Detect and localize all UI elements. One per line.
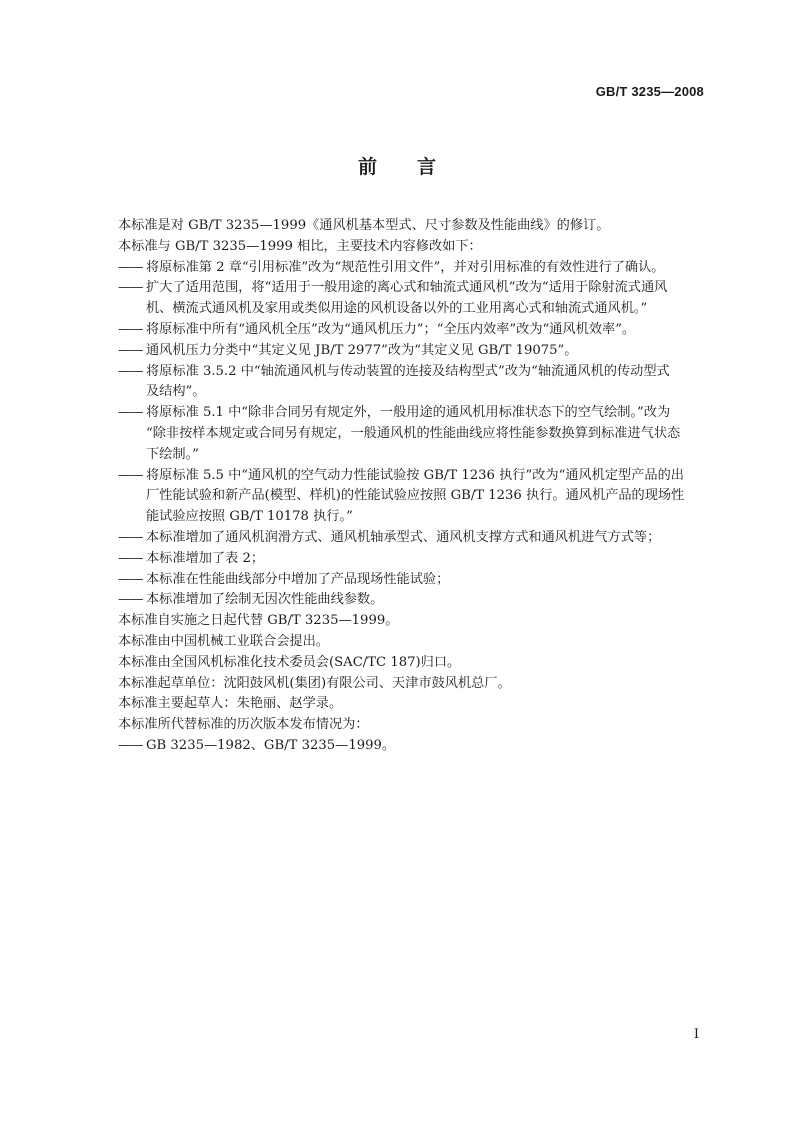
dash-marker: —— [118,280,143,296]
change-item [118,258,708,279]
change-item-line: 将原标准 5.5 中“通风机的空气动力性能试验按 GB/T 1236 执行”改为“通风机定型产品的出 [146,467,684,483]
change-item [118,362,708,404]
closing-paragraph: 本标准主要起草人：朱艳丽、赵学录。 [118,696,343,712]
closing-paragraph: 本标准自实施之日起代替 GB/T 3235—1999。 [118,613,399,629]
change-item [118,278,708,320]
change-item-line: 将原标准中所有“通风机全压”改为“通风机压力”；“全压内效率”改为“通风机效率”。 [146,321,636,337]
change-item [118,403,708,465]
dash-marker: —— [118,529,143,545]
page-title: 前言 [357,156,476,178]
change-item [118,570,708,591]
dash-marker: —— [118,321,143,337]
dash-marker: —— [118,467,143,483]
page-number: I [693,1027,699,1042]
change-item [118,549,708,570]
change-item [118,341,708,362]
history-text: GB 3235—1982、GB/T 3235—1999。 [146,737,396,753]
dash-marker: —— [118,592,143,608]
closing-paragraph: 本标准起草单位：沈阳鼓风机(集团)有限公司、天津市鼓风机总厂。 [118,675,511,691]
change-item-line: 本标准在性能曲线部分中增加了产品现场性能试验； [146,571,450,587]
change-item [118,320,708,341]
intro-paragraph: 本标准是对 GB/T 3235—1999《通风机基本型式、尺寸参数及性能曲线》的修订。 [118,218,610,233]
dash-marker: —— [118,342,143,358]
change-item [118,528,708,549]
document-body [118,216,708,757]
dash-marker: —— [118,259,143,275]
closing-list [118,611,708,736]
change-item-line: 将原标准 3.5.2 中“轴流通风机与传动装置的连接及结构型式”改为“轴流通风机的传动型式 [146,363,670,379]
change-item-line: 能试验应按照 GB/T 10178 执行。” [146,509,353,525]
change-item-line: 本标准增加了绘制无因次性能曲线参数。 [146,592,384,608]
change-item-line: 将原标准第 2 章“引用标准”改为“规范性引用文件”，并对引用标准的有效性进行了确认。 [146,259,665,275]
change-item-line: 厂性能试验和新产品(模型、样机)的性能试验应按照 GB/T 1236 执行。通风机产品的现场性 [146,488,685,504]
change-item-line: 将原标准 5.1 中“除非合同另有规定外，一般用途的通风机用标准状态下的空气绘制。”改为 [146,405,671,421]
change-item-line: 扩大了适用范围，将“适用于一般用途的离心式和轴流式通风机”改为“适用于除射流式通风 [146,280,668,296]
change-item-line: 本标准增加了表 2； [146,550,265,566]
change-item [118,466,708,528]
change-item-line: 本标准增加了通风机润滑方式、通风机轴承型式、通风机支撑方式和通风机进气方式等； [146,529,661,545]
change-item [118,590,708,611]
change-item-line: “除非按样本规定或合同另有规定，一般通风机的性能曲线应将性能参数换算到标准进气状态 [146,425,681,441]
intro-paragraph: 本标准与 GB/T 3235—1999 相比，主要技术内容修改如下： [118,238,482,254]
change-item-line: 及结构”。 [146,384,206,400]
changes-list [118,258,708,612]
dash-marker: —— [118,405,143,421]
dash-marker: —— [118,363,143,379]
dash-marker: —— [118,550,143,566]
history-item [118,736,708,757]
change-item-line: 下绘制。” [146,446,199,462]
closing-paragraph: 本标准所代替标准的历次版本发布情况为： [118,717,369,733]
change-item-line: 通风机压力分类中“其定义见 JB/T 2977”改为“其定义见 GB/T 19075”。 [146,342,578,358]
closing-paragraph: 本标准由全国风机标准化技术委员会(SAC/TC 187)归口。 [118,654,461,670]
closing-paragraph: 本标准由中国机械工业联合会提出。 [118,633,329,649]
change-item-line: 机、横流式通风机及家用或类似用途的风机设备以外的工业用离心式和轴流式通风机。” [146,301,648,317]
standard-number: GB/T 3235—2008 [595,84,704,99]
dash-marker: —— [118,571,143,587]
dash-marker: —— [118,737,143,753]
